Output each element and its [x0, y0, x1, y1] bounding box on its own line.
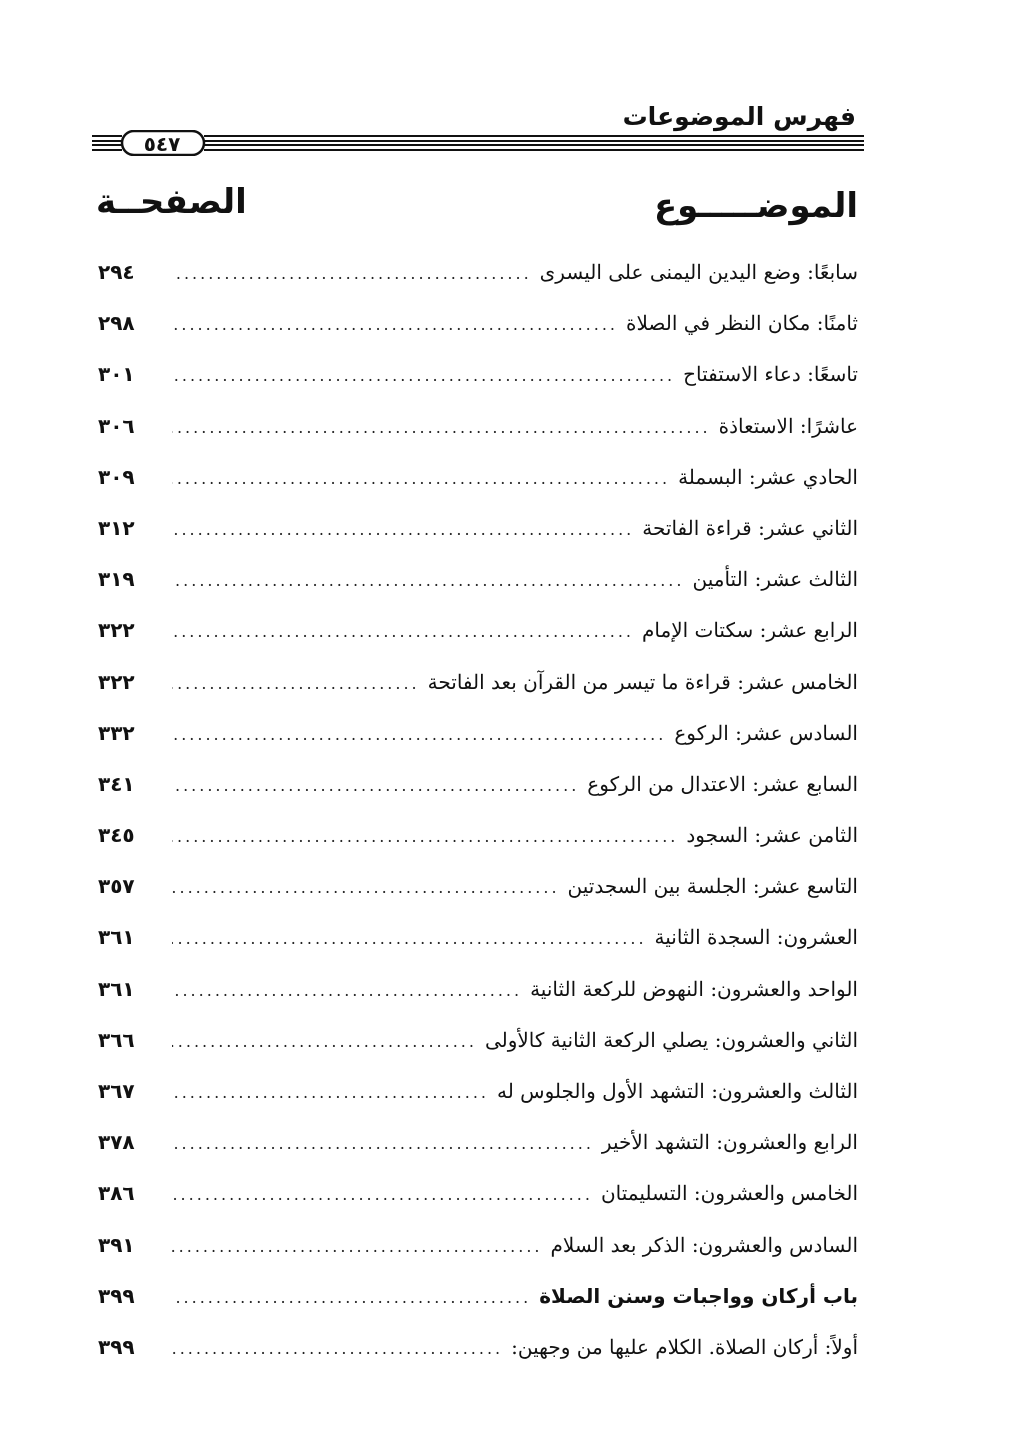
dot-leader	[172, 1175, 593, 1215]
dot-leader	[172, 817, 678, 857]
header-rule-lines	[92, 130, 864, 156]
toc-entry-page: ٣٧٨	[98, 1130, 135, 1155]
toc-entry-page: ٣١٩	[98, 567, 135, 592]
toc-entry	[98, 815, 858, 866]
toc-entry	[98, 969, 858, 1020]
dot-leader	[172, 561, 684, 601]
toc-entry-title: الثاني والعشرون: يصلي الركعة الثانية كالأولى	[484, 1027, 858, 1052]
dot-leader	[172, 868, 560, 908]
toc-entry-title: ثامنًا: مكان النظر في الصلاة	[626, 311, 858, 336]
dot-leader	[172, 1124, 594, 1164]
toc-entry-title: تاسعًا: دعاء الاستفتاح	[683, 362, 858, 387]
dot-leader	[172, 664, 420, 704]
toc-chapter-entry	[98, 1276, 858, 1327]
page-number: ٥٤٧	[143, 132, 181, 156]
toc-entry-title: السابع عشر: الاعتدال من الركوع	[587, 771, 858, 796]
toc-entry	[98, 303, 858, 354]
dot-leader	[172, 919, 647, 959]
toc-entry	[98, 662, 858, 713]
dot-leader	[172, 1073, 489, 1113]
toc-entry	[98, 1173, 858, 1224]
toc-entry-page: ٣٨٦	[98, 1181, 135, 1206]
toc-entry-page: ٣٣٢	[98, 720, 135, 745]
toc-list	[98, 252, 858, 1378]
toc-entry-page: ٣٦٧	[98, 1079, 135, 1103]
toc-entry	[98, 1122, 858, 1173]
toc-entry	[98, 508, 858, 559]
toc-entry	[98, 252, 858, 303]
dot-leader	[172, 254, 532, 294]
toc-entry	[98, 406, 858, 457]
dot-leader	[172, 971, 522, 1011]
toc-entry-title: عاشرًا: الاستعاذة	[718, 413, 858, 438]
toc-entry-title: الخامس عشر: قراءة ما تيسر من القرآن بعد الفاتحة	[427, 669, 858, 694]
toc-entry-title: الثالث والعشرون: التشهد الأول والجلوس له	[496, 1079, 858, 1103]
toc-entry	[98, 457, 858, 508]
header-rule	[92, 130, 864, 156]
toc-entry-title: سابعًا: وضع اليدين اليمنى على اليسرى	[539, 260, 858, 284]
toc-entry	[98, 354, 858, 405]
toc-entry-page: ٢٩٤	[98, 260, 135, 284]
toc-entry-title: العشرون: السجدة الثانية	[654, 925, 858, 950]
toc-entry	[98, 1225, 858, 1276]
toc-entry-page: ٣٦١	[98, 976, 135, 1001]
toc-entry-page: ٣١٢	[98, 515, 135, 540]
running-title: فهرس الموضوعات	[622, 102, 856, 131]
dot-leader	[172, 356, 675, 396]
column-heading-page: الصفحــة	[96, 182, 247, 222]
toc-entry-title: الثاني عشر: قراءة الفاتحة	[642, 515, 858, 540]
toc-entry-page: ٣٢٢	[98, 618, 135, 643]
toc-chapter-title: باب أركان وواجبات وسنن الصلاة	[539, 1283, 858, 1308]
dot-leader	[172, 612, 634, 652]
toc-entry-page: ٣٤٥	[98, 823, 135, 848]
toc-entry-title: الخامس والعشرون: التسليمتان	[600, 1181, 858, 1206]
dot-leader	[172, 510, 634, 550]
toc-entry	[98, 1327, 858, 1378]
toc-entry-page: ٣٦٦	[98, 1027, 135, 1052]
toc-entry-page: ٣٠٦	[98, 413, 135, 438]
toc-entry-page: ٢٩٨	[98, 311, 135, 336]
dot-leader	[172, 715, 666, 755]
dot-leader	[172, 459, 670, 499]
toc-entry-title: الثامن عشر: السجود	[686, 823, 858, 848]
dot-leader	[172, 1227, 543, 1267]
toc-entry-title: الواحد والعشرون: النهوض للركعة الثانية	[530, 976, 858, 1001]
toc-entry-title: السادس عشر: الركوع	[674, 720, 858, 745]
dot-leader	[172, 408, 711, 448]
toc-entry-title: الثالث عشر: التأمين	[692, 567, 858, 592]
dot-leader	[172, 305, 618, 345]
toc-entry-page: ٣٩١	[98, 1232, 135, 1257]
toc-entry	[98, 764, 858, 815]
toc-entry-title: الرابع والعشرون: التشهد الأخير	[601, 1130, 858, 1155]
toc-entry	[98, 1020, 858, 1071]
toc-entry-title: الرابع عشر: سكتات الإمام	[642, 618, 858, 643]
toc-entry-page: ٣٠٩	[98, 464, 135, 489]
dot-leader	[172, 1022, 477, 1062]
toc-entry-page: ٣٠١	[98, 362, 135, 387]
toc-entry-title: السادس والعشرون: الذكر بعد السلام	[550, 1232, 858, 1257]
toc-entry-page: ٣٩٩	[98, 1334, 135, 1359]
toc-entry	[98, 559, 858, 610]
dot-leader	[172, 1329, 503, 1369]
toc-entry-title: أولاً: أركان الصلاة. الكلام عليها من وجهين:	[511, 1334, 858, 1359]
toc-entry	[98, 1071, 858, 1122]
toc-entry	[98, 713, 858, 764]
dot-leader	[172, 1278, 531, 1318]
toc-entry	[98, 610, 858, 661]
toc-entry	[98, 866, 858, 917]
toc-entry-title: الحادي عشر: البسملة	[678, 464, 858, 489]
toc-entry-page: ٣٦١	[98, 925, 135, 950]
toc-entry	[98, 917, 858, 968]
toc-entry-page: ٣٩٩	[98, 1283, 135, 1308]
dot-leader	[172, 766, 579, 806]
column-heading-subject: الموضـــــوع	[653, 186, 858, 226]
toc-entry-page: ٣٥٧	[98, 874, 135, 899]
toc-entry-page: ٣٤١	[98, 771, 135, 796]
toc-entry-title: التاسع عشر: الجلسة بين السجدتين	[567, 874, 858, 899]
toc-entry-page: ٣٢٢	[98, 669, 135, 694]
